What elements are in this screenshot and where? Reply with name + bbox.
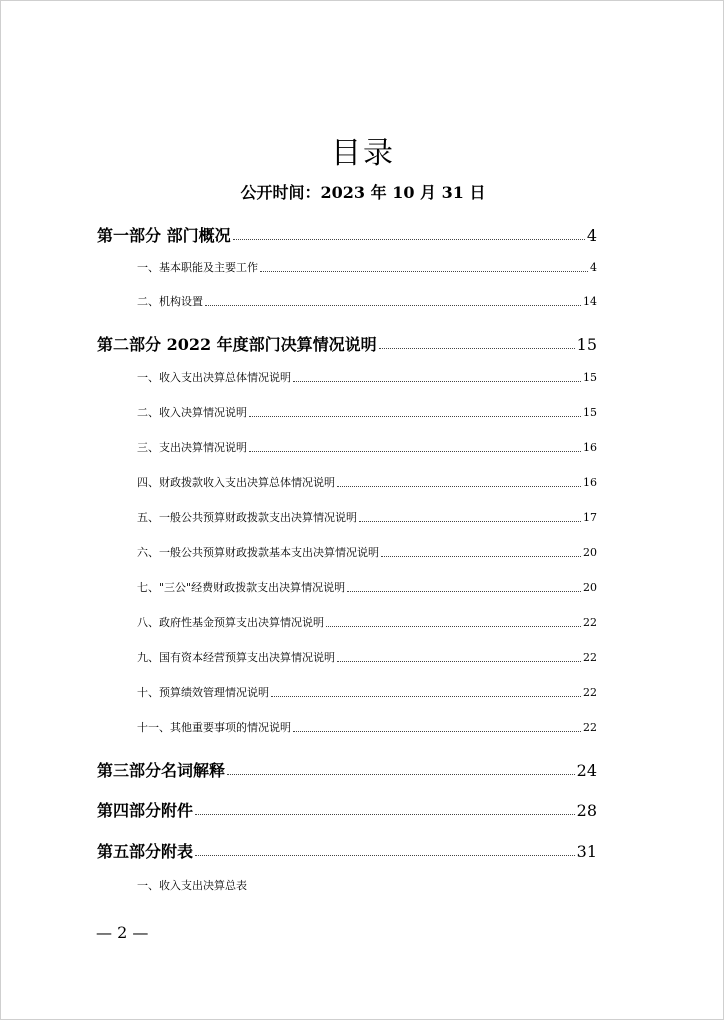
toc-entry-part-2[interactable] <box>97 332 597 355</box>
toc-leader-dots <box>337 661 581 662</box>
toc-entry-page: 22 <box>583 616 597 629</box>
publish-date: 公开时间：2023 年 10 月 31 日 <box>240 183 486 202</box>
toc-entry-part-5[interactable] <box>97 839 597 862</box>
toc-entry-2-2[interactable] <box>137 404 597 420</box>
toc-entry-page: 17 <box>583 511 597 524</box>
toc-entry-page: 20 <box>583 581 597 594</box>
toc-entry-label: 二、收入决算情况说明 <box>137 406 247 419</box>
toc-entry-label: 三、支出决算情况说明 <box>137 441 247 454</box>
toc-leader-dots <box>326 626 581 627</box>
toc-leader-dots <box>195 855 575 856</box>
toc-entry-label: 六、一般公共预算财政拨款基本支出决算情况说明 <box>137 546 379 559</box>
toc-entry-page: 22 <box>583 651 597 664</box>
toc-entry-2-1[interactable] <box>137 369 597 385</box>
toc-entry-label: 五、一般公共预算财政拨款支出决算情况说明 <box>137 511 357 524</box>
toc-entry-2-7[interactable] <box>137 579 597 595</box>
toc-entry-1-2[interactable] <box>137 293 597 309</box>
toc-entry-2-8[interactable] <box>137 614 597 630</box>
page-number-footer: — 2 — <box>96 923 149 942</box>
toc-entry-part-3[interactable] <box>97 758 597 781</box>
toc-entry-page: 14 <box>583 295 597 308</box>
toc-entry-label: 第三部分名词解释 <box>97 761 226 780</box>
toc-entry-page: 28 <box>576 801 597 820</box>
toc-leader-dots <box>293 381 581 382</box>
toc-entry-label: 十一、其他重要事项的情况说明 <box>137 721 291 734</box>
toc-entry-page: 31 <box>576 842 597 861</box>
toc-entry-2-3[interactable] <box>137 439 597 455</box>
toc-entry-page: 4 <box>590 261 597 274</box>
toc-entry-label: 一、基本职能及主要工作 <box>137 261 258 274</box>
toc-leader-dots <box>347 591 581 592</box>
toc-leader-dots <box>233 239 585 240</box>
toc-entry-2-11[interactable] <box>137 719 597 735</box>
toc-entry-label: 第四部分附件 <box>97 801 194 820</box>
toc-entry-2-5[interactable] <box>137 509 597 525</box>
toc-leader-dots <box>271 696 581 697</box>
toc-entry-label: 第一部分 部门概况 <box>97 226 231 245</box>
toc-entry-page: 16 <box>583 476 597 489</box>
toc-entry-label: 第二部分 2022 年度部门决算情况说明 <box>97 335 377 354</box>
toc-entry-2-4[interactable] <box>137 474 597 490</box>
toc-entry-page: 22 <box>583 721 597 734</box>
toc-entry-label: 七、"三公"经费财政拨款支出决算情况说明 <box>137 581 346 594</box>
toc-entry-label: 八、政府性基金预算支出决算情况说明 <box>137 616 324 629</box>
toc-entry-page: 15 <box>583 371 597 384</box>
toc-entry-label: 第五部分附表 <box>97 842 194 861</box>
toc-entry-label: 二、机构设置 <box>137 295 203 308</box>
toc-entry-label: 一、收入支出决算总体情况说明 <box>137 371 291 384</box>
toc-leader-dots <box>249 416 581 417</box>
toc-entry-page: 22 <box>583 686 597 699</box>
toc-entry-page: 4 <box>586 226 597 245</box>
toc-entry-2-10[interactable] <box>137 684 597 700</box>
toc-entry-page: 15 <box>583 406 597 419</box>
toc-entry-2-6[interactable] <box>137 544 597 560</box>
toc-leader-dots <box>381 556 581 557</box>
toc-entry-part-1[interactable] <box>97 223 597 246</box>
toc-leader-dots <box>379 348 575 349</box>
toc-entry-page: 20 <box>583 546 597 559</box>
toc-leader-dots <box>249 451 581 452</box>
toc-entry-2-9[interactable] <box>137 649 597 665</box>
toc-entry-page: 15 <box>576 335 597 354</box>
toc-entry-part-4[interactable] <box>97 798 597 821</box>
toc-leader-dots <box>293 731 581 732</box>
toc-leader-dots <box>205 305 581 306</box>
toc-leader-dots <box>227 774 575 775</box>
toc-leader-dots <box>260 271 588 272</box>
toc-entry-5-1[interactable] <box>137 877 247 893</box>
toc-entry-label: 十、预算绩效管理情况说明 <box>137 686 269 699</box>
toc-entry-label: 四、财政拨款收入支出决算总体情况说明 <box>137 476 335 489</box>
toc-title: 目录 <box>331 136 395 171</box>
toc-entry-label: 九、国有资本经营预算支出决算情况说明 <box>137 651 335 664</box>
toc-entry-page: 16 <box>583 441 597 454</box>
toc-leader-dots <box>195 814 575 815</box>
toc-leader-dots <box>337 486 581 487</box>
toc-entry-page: 24 <box>576 761 597 780</box>
toc-entry-1-1[interactable] <box>137 259 597 275</box>
toc-entry-label: 一、收入支出决算总表 <box>137 879 247 892</box>
toc-leader-dots <box>359 521 581 522</box>
